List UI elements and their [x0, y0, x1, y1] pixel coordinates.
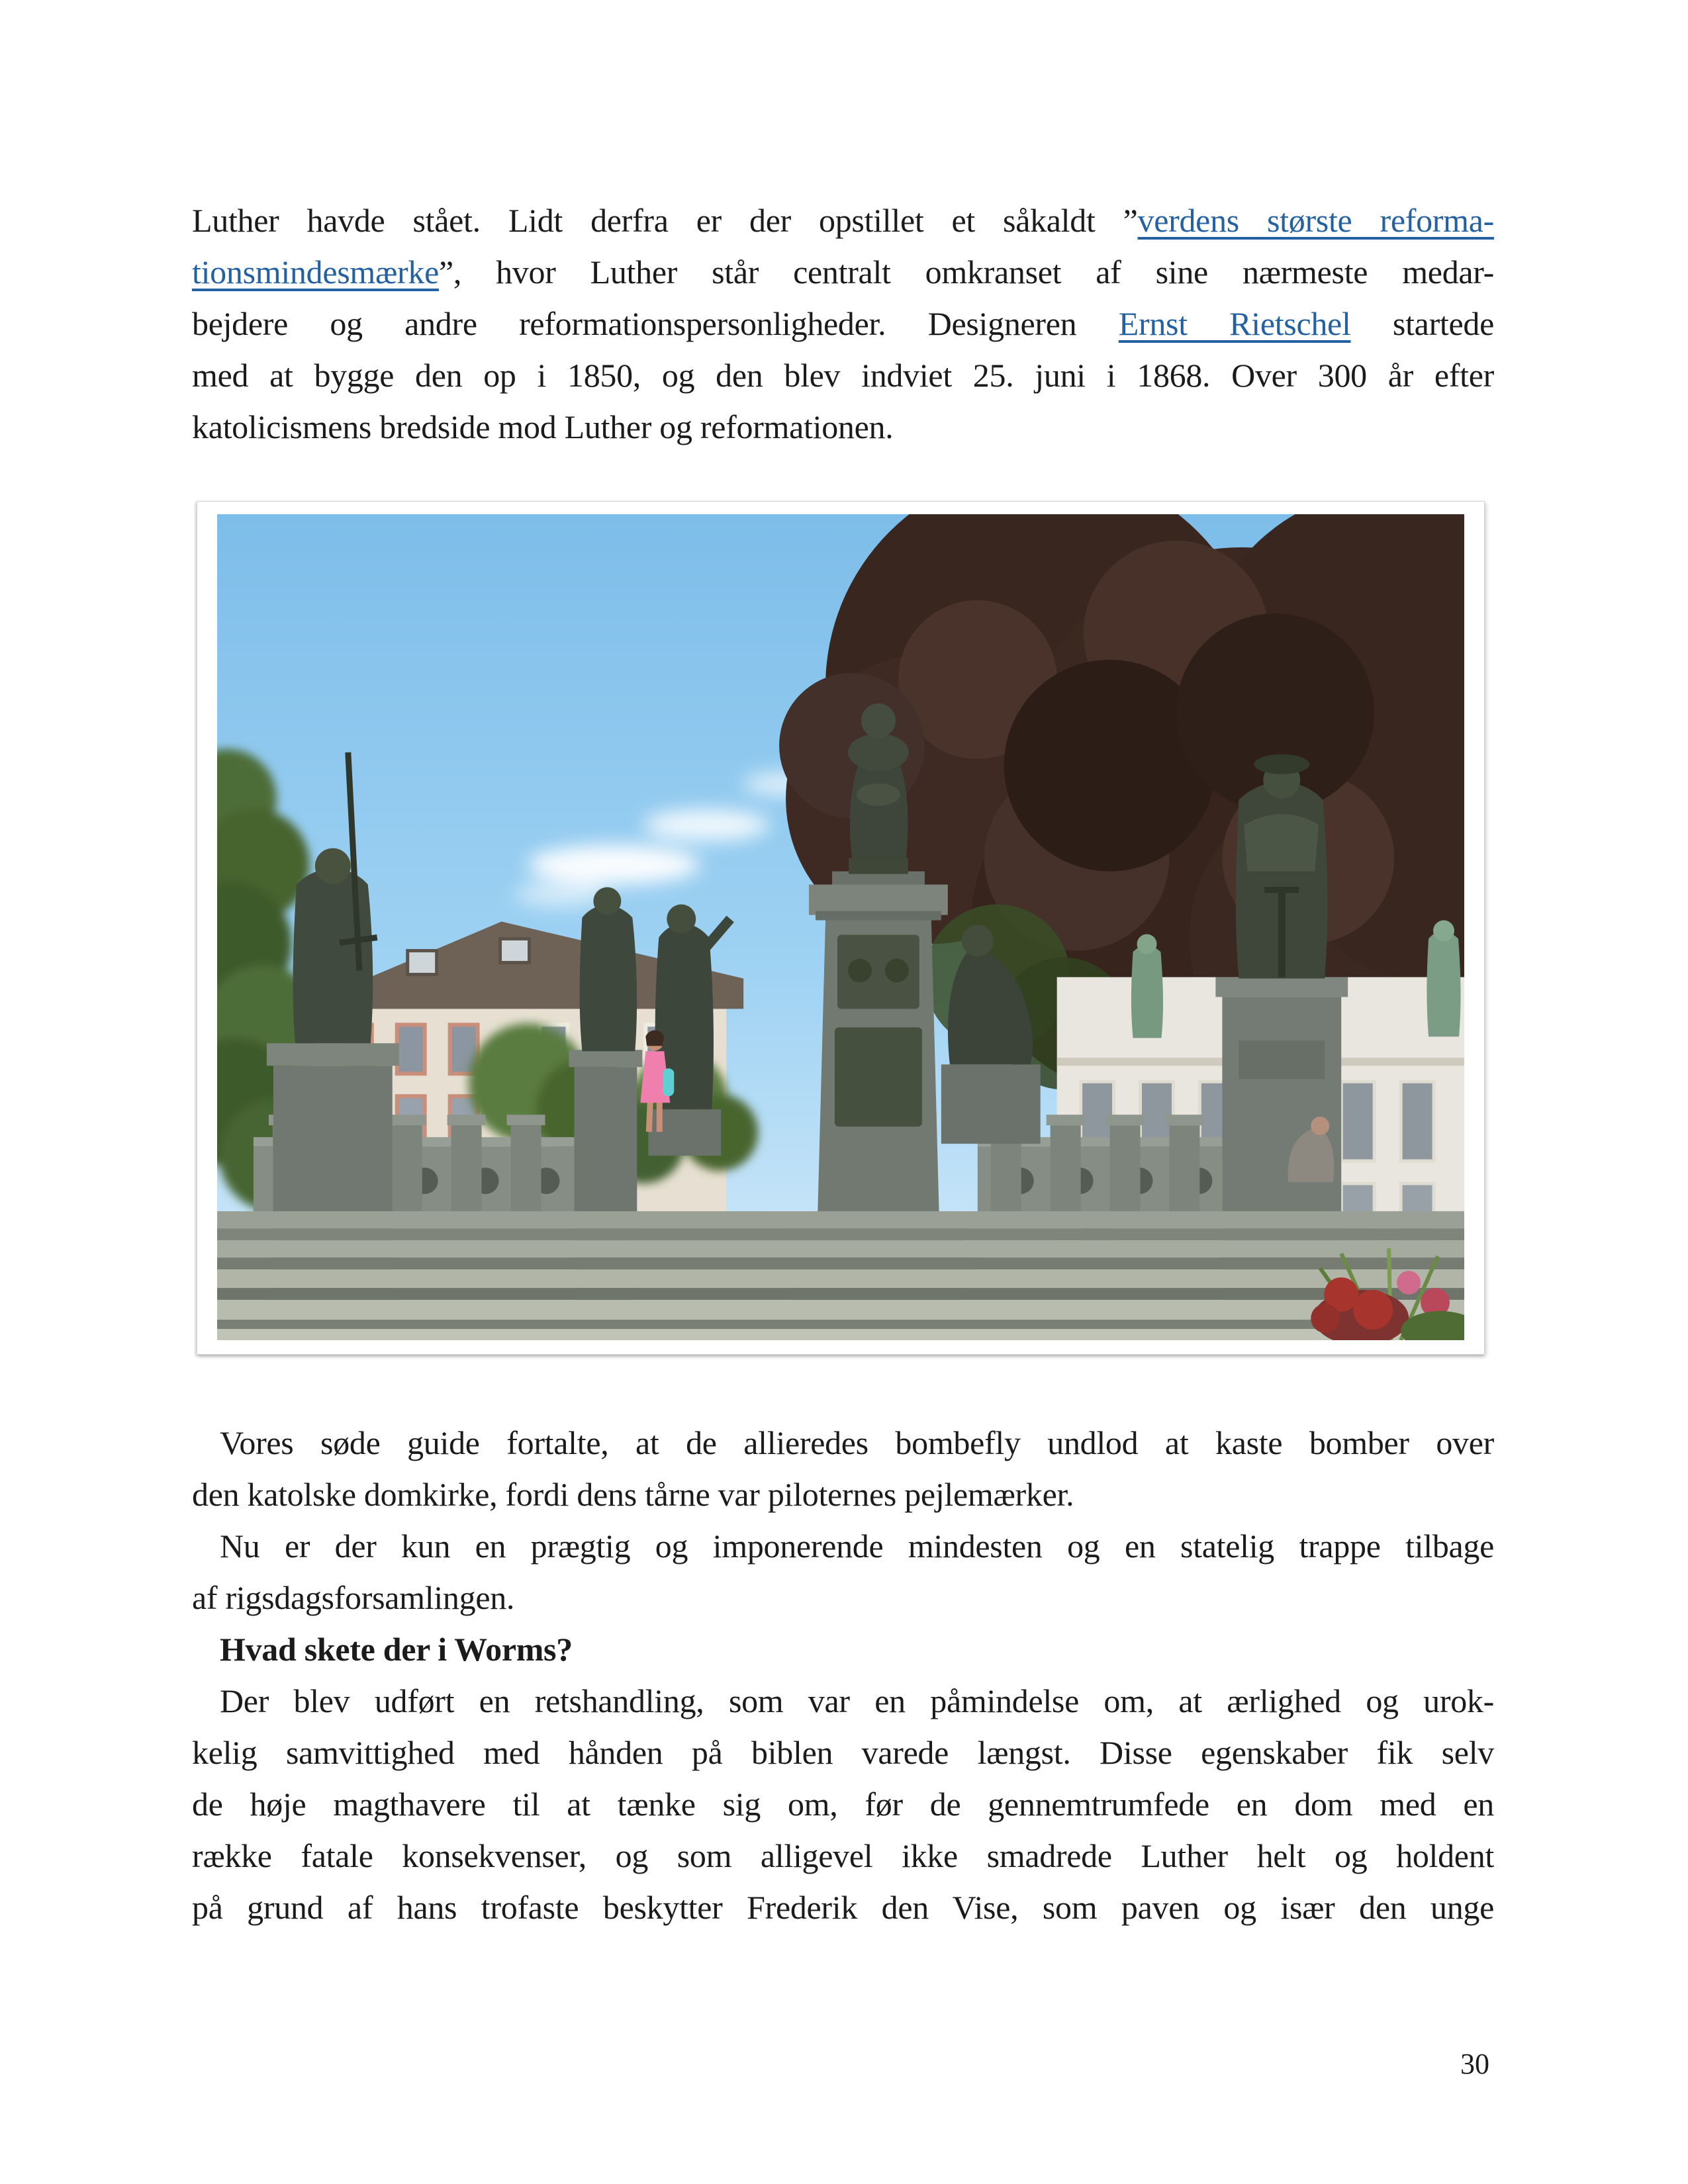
text-line — [192, 1727, 1494, 1778]
body-text: den katolske domkirke, fordi dens tårne var piloternes pejlemærker. — [192, 1476, 1074, 1513]
text-line — [192, 1417, 1494, 1469]
paragraph-bottom — [192, 1417, 1494, 1933]
hyperlink[interactable]: verdens største reforma- — [1137, 202, 1494, 239]
body-text: kelig samvittighed med hånden på biblen varede længst. Disse egenskaber fik selv — [192, 1734, 1494, 1771]
body-text: Vores søde guide fortalte, at de allieredes bombefly undlod at kaste bomber over — [220, 1424, 1494, 1461]
body-text: på grund af hans trofaste beskytter Frederik den Vise, som paven og især den unge — [192, 1889, 1494, 1926]
text-line — [192, 1469, 1494, 1520]
text-line — [192, 195, 1494, 246]
hyperlink[interactable]: tionsmindesmærke — [192, 253, 439, 291]
text-line — [192, 246, 1494, 298]
body-text: Nu er der kun en prægtig og imponerende mindesten og en statelig trappe tilbage — [220, 1527, 1494, 1565]
text-line — [192, 349, 1494, 401]
body-text: startede — [1350, 305, 1494, 342]
text-line — [192, 1882, 1494, 1933]
text-line — [192, 1778, 1494, 1830]
text-line — [192, 1675, 1494, 1727]
monument-photo-scene — [217, 514, 1464, 1340]
body-text: ”, hvor Luther står centralt omkranset af sine nærmeste medar- — [438, 253, 1494, 291]
text-line — [192, 1520, 1494, 1572]
body-text: med at bygge den op i 1850, og den blev indviet 25. juni i 1868. Over 300 år efter — [192, 357, 1494, 394]
paragraph-top — [192, 195, 1494, 453]
text-line — [192, 1830, 1494, 1882]
body-text: af rigsdagsforsamlingen. — [192, 1579, 515, 1616]
page-number: 30 — [1460, 2048, 1489, 2080]
body-text: række fatale konsekvenser, og som alligevel ikke smadrede Luther helt og holdent — [192, 1837, 1494, 1874]
body-text: katolicismens bredside mod Luther og reformationen. — [192, 408, 894, 445]
staircase — [217, 1211, 1464, 1340]
section-heading — [192, 1623, 1494, 1675]
body-text: bejdere og andre reformationspersonligheder. Designeren — [192, 305, 1119, 342]
body-text: Der blev udført en retshandling, som var en påmindelse om, at ærlighed og urok- — [220, 1682, 1494, 1719]
text-line — [192, 1572, 1494, 1623]
body-text: Hvad skete der i Worms? — [220, 1631, 573, 1668]
hyperlink[interactable]: Ernst Rietschel — [1118, 305, 1351, 342]
text-line — [192, 298, 1494, 349]
monument-photo — [197, 501, 1485, 1355]
body-text: Luther havde stået. Lidt derfra er der opstillet et såkaldt ” — [192, 202, 1138, 239]
body-text: de høje magthavere til at tænke sig om, før de gennemtrumfede en dom med en — [192, 1786, 1494, 1823]
text-line — [192, 401, 1494, 453]
